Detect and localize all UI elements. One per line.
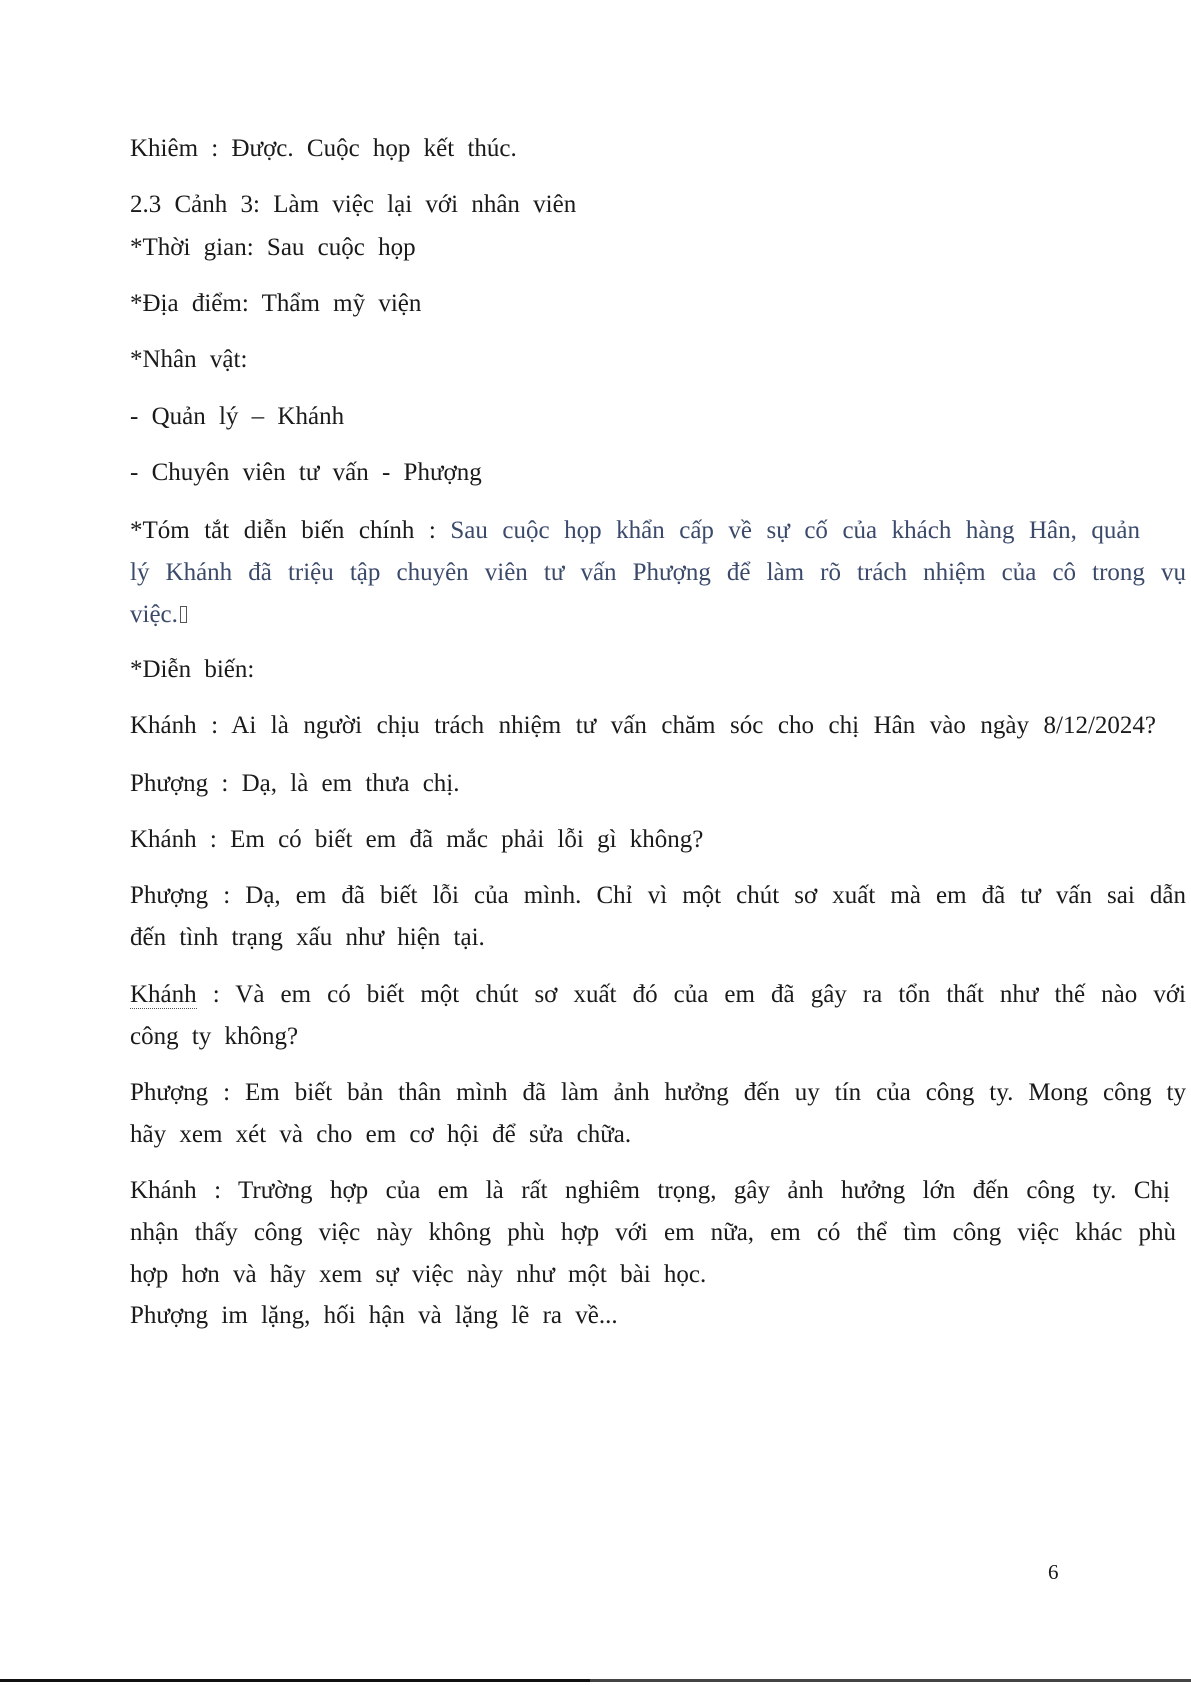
dialogue-khanh-4-line-2: nhận thấy công việc này không phù hợp với em nữa, em có thể tìm công việc khác phù <box>130 1219 1176 1246</box>
dialogue-khanh-1: Khánh : Ai là người chịu trách nhiệm tư vấn chăm sóc cho chị Hân vào ngày 8/12/2024? <box>130 712 1156 739</box>
dialogue-khanh-3-line-2: công ty không? <box>130 1023 299 1050</box>
dialogue-khanh-2: Khánh : Em có biết em đã mắc phải lỗi gì không? <box>130 826 704 853</box>
dialogue-phuong-2-line-2: đến tình trạng xấu như hiện tại. <box>130 924 485 951</box>
character-consultant: - Chuyên viên tư vấn - Phượng <box>130 459 482 486</box>
speaker-khanh: Khánh <box>130 981 197 1008</box>
developments-label: *Diễn biến: <box>130 656 255 683</box>
summary-text-3: việc. <box>130 601 178 628</box>
summary-line-3 <box>130 600 187 630</box>
scene-location: *Địa điểm: Thẩm mỹ viện <box>130 290 422 317</box>
dialogue-phuong-1: Phượng : Dạ, là em thưa chị. <box>130 770 460 797</box>
dialogue-khiem: Khiêm : Được. Cuộc họp kết thúc. <box>130 135 517 162</box>
summary-text-1: Sau cuộc họp khẩn cấp về sự cố của khách hàng Hân, quản <box>450 517 1140 544</box>
summary-label: *Tóm tắt diễn biến chính : <box>130 517 436 544</box>
dialogue-phuong-3-line-1: Phượng : Em biết bản thân mình đã làm ảnh hưởng đến uy tín của công ty. Mong công ty <box>130 1079 1186 1106</box>
page-number: 6 <box>1048 1560 1059 1584</box>
scene-heading: 2.3 Cảnh 3: Làm việc lại với nhân viên <box>130 191 577 218</box>
scene-time: *Thời gian: Sau cuộc họp <box>130 234 416 261</box>
closing-action: Phượng im lặng, hối hận và lặng lẽ ra về... <box>130 1302 618 1329</box>
dialogue-phuong-3-line-2: hãy xem xét và cho em cơ hội để sửa chữa. <box>130 1121 632 1148</box>
missing-glyph-icon <box>180 606 187 623</box>
dialogue-khanh-4-line-1: Khánh : Trường hợp của em là rất nghiêm trọng, gây ảnh hưởng lớn đến công ty. Chị <box>130 1177 1170 1204</box>
bottom-border-line-right <box>590 1679 1191 1682</box>
dialogue-phuong-2-line-1: Phượng : Dạ, em đã biết lỗi của mình. Chỉ vì một chút sơ xuất mà em đã tư vấn sai dẫn <box>130 882 1186 909</box>
character-manager: - Quản lý – Khánh <box>130 403 345 430</box>
dialogue-khanh-3-line-1 <box>130 980 1186 1010</box>
scene-characters-label: *Nhân vật: <box>130 346 248 373</box>
dialogue-khanh-3-text: : Và em có biết một chút sơ xuất đó của em đã gây ra tổn thất như thế nào với <box>212 981 1186 1008</box>
summary-line-1 <box>130 516 1140 546</box>
summary-line-2: lý Khánh đã triệu tập chuyên viên tư vấn Phượng để làm rõ trách nhiệm của cô trong vụ <box>130 559 1186 586</box>
dialogue-khanh-4-line-3: hợp hơn và hãy xem sự việc này như một bài học. <box>130 1261 707 1288</box>
